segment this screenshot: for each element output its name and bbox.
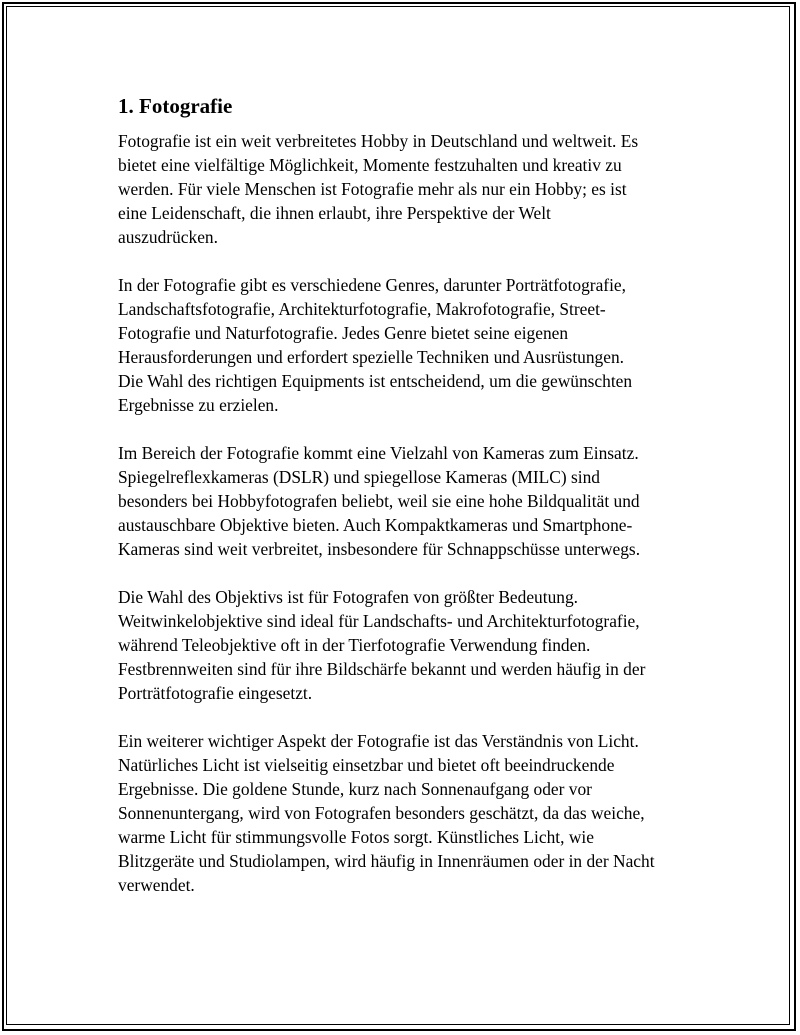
paragraph <box>118 729 698 897</box>
paragraph-line: Porträtfotografie eingesetzt. <box>118 683 313 703</box>
paragraph-line: Ein weiterer wichtiger Aspekt der Fotografie ist das Verständnis von Licht. <box>118 731 639 751</box>
paragraph-line: bietet eine vielfältige Möglichkeit, Momente festzuhalten und kreativ zu <box>118 155 622 175</box>
paragraph-line: Ergebnisse. Die goldene Stunde, kurz nach Sonnenaufgang oder vor <box>118 779 592 799</box>
paragraph-line: Die Wahl des Objektivs ist für Fotografen von größter Bedeutung. <box>118 587 579 607</box>
paragraph-line: Sonnenuntergang, wird von Fotografen besonders geschätzt, da das weiche, <box>118 803 645 823</box>
paragraph-line: austauschbare Objektive bieten. Auch Kompaktkameras und Smartphone- <box>118 515 633 535</box>
paragraph-line: Festbrennweiten sind für ihre Bildschärfe bekannt und werden häufig in der <box>118 659 646 679</box>
paragraph-line: Kameras sind weit verbreitet, insbesondere für Schnappschüsse unterwegs. <box>118 539 641 559</box>
paragraph-line: Blitzgeräte und Studiolampen, wird häufig in Innenräumen oder in der Nacht <box>118 851 655 871</box>
paragraph-line: Landschaftsfotografie, Architekturfotografie, Makrofotografie, Street- <box>118 299 606 319</box>
paragraph-line: verwendet. <box>118 875 195 895</box>
paragraph-list <box>118 129 698 897</box>
paragraph-line: besonders bei Hobbyfotografen beliebt, weil sie eine hohe Bildqualität und <box>118 491 640 511</box>
paragraph-line: Fotografie und Naturfotografie. Jedes Genre bietet seine eigenen <box>118 323 569 343</box>
paragraph-line: In der Fotografie gibt es verschiedene Genres, darunter Porträtfotografie, <box>118 275 626 295</box>
paragraph-line: werden. Für viele Menschen ist Fotografie mehr als nur ein Hobby; es ist <box>118 179 627 199</box>
section-title: 1. Fotografie <box>118 94 233 118</box>
paragraph-line: eine Leidenschaft, die ihnen erlaubt, ihre Perspektive der Welt <box>118 203 551 223</box>
paragraph-line: Herausforderungen und erfordert spezielle Techniken und Ausrüstungen. <box>118 347 625 367</box>
paragraph-line: Im Bereich der Fotografie kommt eine Vielzahl von Kameras zum Einsatz. <box>118 443 639 463</box>
paragraph-line: Fotografie ist ein weit verbreitetes Hobby in Deutschland und weltweit. Es <box>118 131 639 151</box>
paragraph <box>118 273 698 417</box>
paragraph-line: Weitwinkelobjektive sind ideal für Landschafts- und Architekturfotografie, <box>118 611 640 631</box>
paragraph-line: Die Wahl des richtigen Equipments ist entscheidend, um die gewünschten <box>118 371 633 391</box>
paragraph-line: Natürliches Licht ist vielseitig einsetzbar und bietet oft beeindruckende <box>118 755 615 775</box>
paragraph-line: warme Licht für stimmungsvolle Fotos sorgt. Künstliches Licht, wie <box>118 827 594 847</box>
paragraph-line: Spiegelreflexkameras (DSLR) und spiegellose Kameras (MILC) sind <box>118 467 600 487</box>
paragraph <box>118 585 698 705</box>
document-body <box>118 92 698 921</box>
paragraph <box>118 441 698 561</box>
paragraph-line: Ergebnisse zu erzielen. <box>118 395 279 415</box>
paragraph-line: während Teleobjektive oft in der Tierfotografie Verwendung finden. <box>118 635 591 655</box>
paragraph-line: auszudrücken. <box>118 227 218 247</box>
paragraph <box>118 129 698 249</box>
